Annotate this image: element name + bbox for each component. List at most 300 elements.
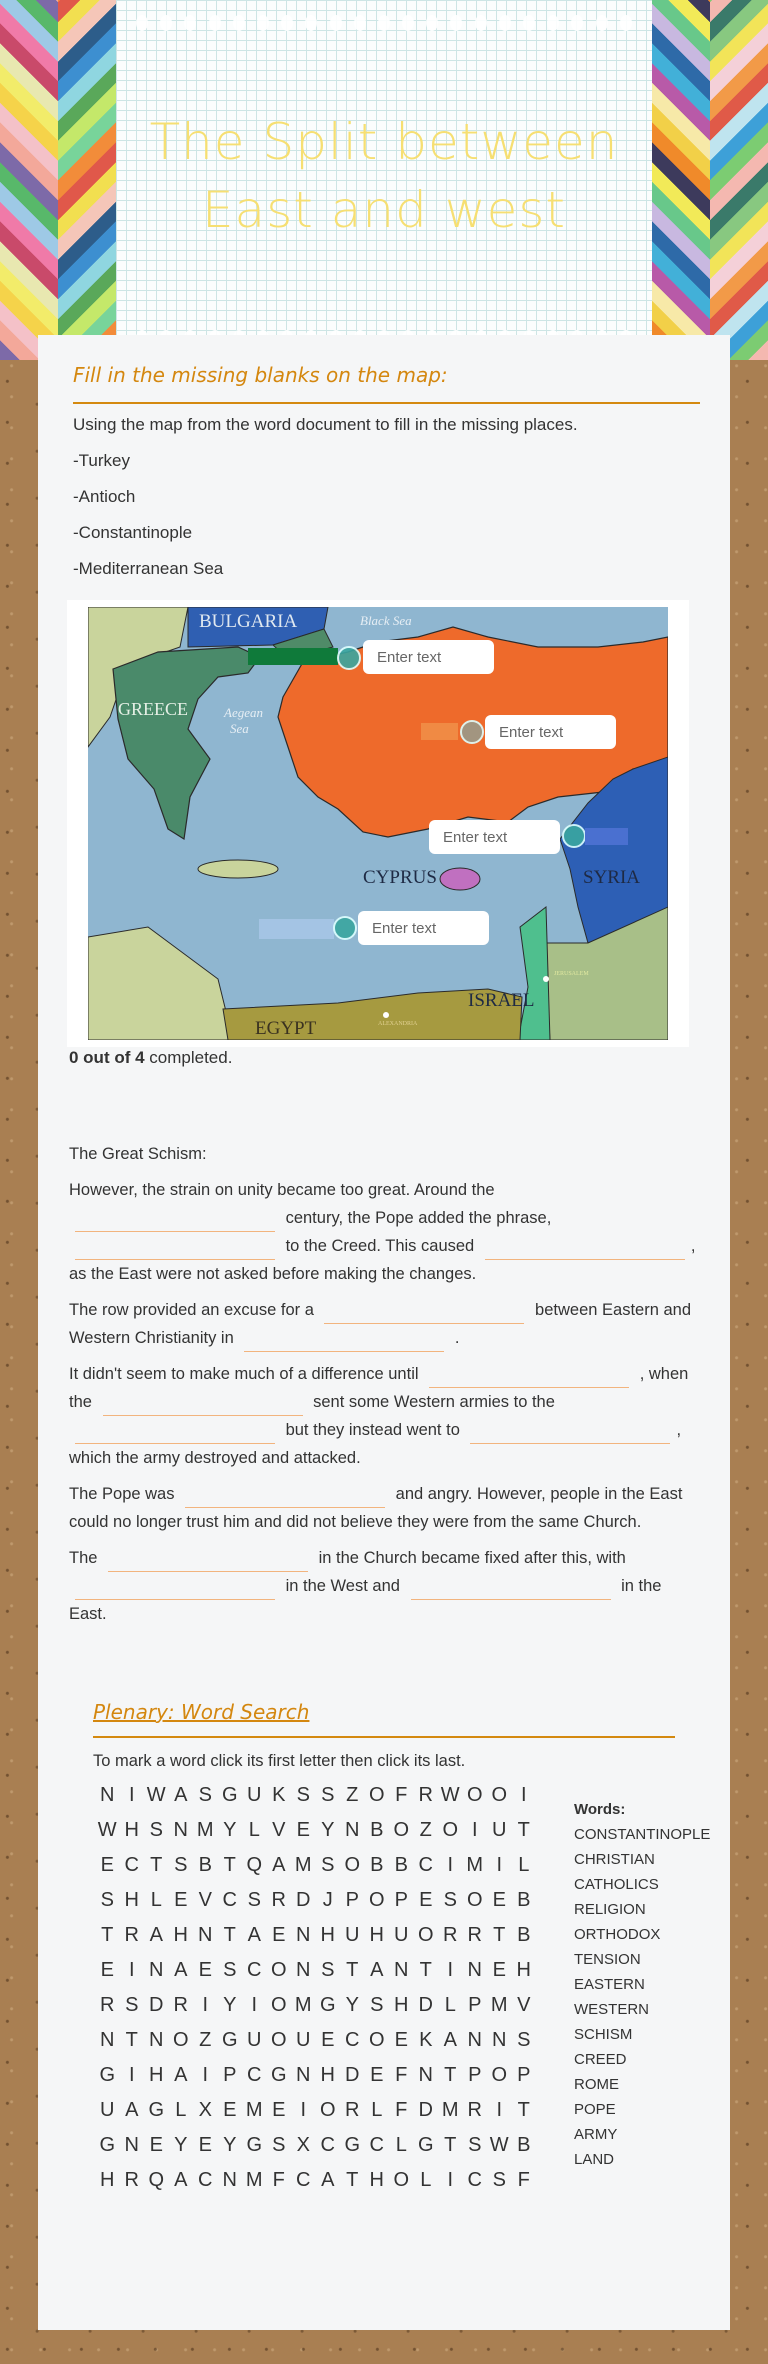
- letter-cell[interactable]: B: [517, 2133, 531, 2156]
- letter-cell[interactable]: W: [97, 1818, 117, 1841]
- blank-input[interactable]: [244, 1330, 444, 1352]
- letter-cell[interactable]: A: [174, 1783, 188, 1806]
- letter-cell[interactable]: E: [149, 2133, 163, 2156]
- letter-cell[interactable]: F: [395, 2063, 408, 2086]
- letter-cell[interactable]: V: [517, 1993, 531, 2016]
- letter-cell[interactable]: I: [447, 1958, 454, 1981]
- paper-hole: [402, 15, 414, 31]
- letter-cell[interactable]: O: [442, 1818, 459, 1841]
- letter-cell[interactable]: L: [420, 2168, 432, 2191]
- grid-row: [95, 2058, 536, 2093]
- label-greece: GREECE: [118, 699, 188, 719]
- letter-cell[interactable]: R: [467, 2098, 482, 2121]
- title-line-2: East and west: [201, 181, 567, 239]
- letter-cell[interactable]: O: [270, 1993, 287, 2016]
- chevron-pattern-right: [710, 0, 768, 360]
- cloze-paragraph: [69, 1296, 703, 1352]
- grid-paper: [116, 0, 652, 360]
- letter-cell[interactable]: O: [417, 1923, 434, 1946]
- letter-cell[interactable]: A: [174, 2168, 188, 2191]
- letter-cell[interactable]: L: [248, 1818, 260, 1841]
- letter-cell[interactable]: M: [196, 1818, 214, 1841]
- letter-cell[interactable]: O: [270, 2028, 287, 2051]
- letter-cell[interactable]: R: [124, 1923, 139, 1946]
- content-card: [38, 335, 730, 2330]
- letter-cell[interactable]: C: [247, 1958, 262, 1981]
- letter-cell[interactable]: R: [443, 1923, 458, 1946]
- letter-cell[interactable]: F: [395, 1783, 408, 1806]
- letter-cell[interactable]: M: [245, 2098, 263, 2121]
- letter-cell[interactable]: G: [270, 2063, 287, 2086]
- paper-hole: [257, 15, 269, 31]
- paper-holes-top: [136, 15, 632, 31]
- letter-cell[interactable]: N: [345, 1818, 360, 1841]
- letter-cell[interactable]: K: [272, 1783, 286, 1806]
- letter-cell[interactable]: W: [489, 2133, 509, 2156]
- letter-cell[interactable]: I: [202, 2063, 209, 2086]
- letter-cell[interactable]: A: [272, 1853, 286, 1876]
- blank-input[interactable]: [485, 1238, 685, 1260]
- letter-cell[interactable]: O: [368, 2028, 385, 2051]
- letter-cell[interactable]: N: [198, 1923, 213, 1946]
- letter-cell[interactable]: V: [272, 1818, 286, 1841]
- letter-cell[interactable]: S: [125, 1993, 139, 2016]
- letter-cell[interactable]: N: [222, 2168, 237, 2191]
- word-list: [574, 1798, 710, 2172]
- letter-cell[interactable]: O: [491, 1783, 508, 1806]
- letter-cell[interactable]: E: [492, 1958, 506, 1981]
- letter-cell[interactable]: Z: [419, 1818, 432, 1841]
- letter-cell[interactable]: O: [491, 2063, 508, 2086]
- label-jerusalem: JERUSALEM: [554, 971, 589, 977]
- letter-cell[interactable]: M: [294, 1853, 312, 1876]
- letter-cell[interactable]: M: [466, 1853, 484, 1876]
- letter-cell[interactable]: C: [247, 2063, 262, 2086]
- letter-cell[interactable]: S: [517, 2028, 531, 2051]
- letter-cell[interactable]: C: [222, 1888, 237, 1911]
- letter-cell[interactable]: O: [466, 1888, 483, 1911]
- paper-hole: [523, 15, 535, 31]
- cloze-paragraph: [69, 1480, 703, 1536]
- letter-cell[interactable]: E: [198, 1958, 212, 1981]
- label-aegean-sea: Sea: [230, 721, 249, 736]
- letter-cell[interactable]: R: [124, 2168, 139, 2191]
- letter-cell[interactable]: E: [100, 1958, 114, 1981]
- letter-cell[interactable]: M: [441, 2098, 459, 2121]
- letter-cell[interactable]: N: [394, 1958, 409, 1981]
- letter-cell[interactable]: W: [146, 1783, 166, 1806]
- letter-cell[interactable]: D: [296, 1888, 311, 1911]
- cloze-text: It didn't seem to make much of a difference until: [69, 1365, 424, 1383]
- letter-cell[interactable]: V: [198, 1888, 212, 1911]
- letter-cell[interactable]: H: [320, 1923, 335, 1946]
- letter-cell[interactable]: G: [319, 1993, 336, 2016]
- blank-input[interactable]: [75, 1210, 275, 1232]
- letter-cell[interactable]: U: [394, 1923, 409, 1946]
- letter-cell[interactable]: T: [517, 2098, 530, 2121]
- letter-cell[interactable]: H: [394, 1993, 409, 2016]
- letter-cell[interactable]: O: [270, 1958, 287, 1981]
- letter-cell[interactable]: E: [198, 2133, 212, 2156]
- letter-cell[interactable]: I: [447, 2168, 454, 2191]
- letter-cell[interactable]: A: [321, 2168, 335, 2191]
- letter-cell[interactable]: C: [345, 2028, 360, 2051]
- letter-cell[interactable]: U: [247, 1783, 262, 1806]
- letter-cell[interactable]: I: [251, 1993, 258, 2016]
- letter-cell[interactable]: D: [418, 1993, 433, 2016]
- letter-cell[interactable]: E: [223, 2098, 237, 2121]
- cloze-text: in the Church became fixed after this, with: [314, 1549, 626, 1567]
- letter-cell[interactable]: T: [150, 1853, 163, 1876]
- letter-cell[interactable]: A: [174, 2063, 188, 2086]
- paper-hole: [160, 15, 172, 31]
- page-title: [116, 108, 652, 244]
- letter-cell[interactable]: X: [198, 2098, 212, 2121]
- letter-cell[interactable]: H: [124, 1818, 139, 1841]
- letter-cell[interactable]: O: [368, 1783, 385, 1806]
- letter-cell[interactable]: N: [173, 1818, 188, 1841]
- letter-cell[interactable]: O: [172, 2028, 189, 2051]
- blank-input[interactable]: [324, 1302, 524, 1324]
- letter-cell[interactable]: E: [419, 1888, 433, 1911]
- blank-input[interactable]: [75, 1238, 275, 1260]
- letter-cell[interactable]: N: [418, 2063, 433, 2086]
- letter-cell[interactable]: B: [370, 1853, 384, 1876]
- letter-cell[interactable]: G: [417, 2133, 434, 2156]
- letter-cell[interactable]: S: [100, 1888, 114, 1911]
- grid-row: [95, 1953, 536, 1988]
- paper-hole: [450, 15, 462, 31]
- letter-cell[interactable]: R: [418, 1783, 433, 1806]
- letter-cell[interactable]: T: [444, 2133, 457, 2156]
- letter-cell[interactable]: S: [492, 2168, 506, 2191]
- letter-cell[interactable]: T: [101, 1923, 114, 1946]
- grid-row: [95, 1848, 536, 1883]
- paper-hole: [281, 15, 293, 31]
- letter-cell[interactable]: O: [319, 2098, 336, 2121]
- letter-cell[interactable]: D: [149, 1993, 164, 2016]
- letter-cell[interactable]: G: [246, 2133, 263, 2156]
- letter-cell[interactable]: K: [419, 2028, 433, 2051]
- letter-cell[interactable]: U: [100, 2098, 115, 2121]
- letter-cell[interactable]: O: [344, 1853, 361, 1876]
- letter-cell[interactable]: H: [173, 1923, 188, 1946]
- letter-cell[interactable]: A: [370, 1958, 384, 1981]
- cloze-text: , as the East were not asked before making the changes.: [69, 1237, 696, 1283]
- label-aegean: Aegean: [224, 705, 263, 720]
- letter-cell[interactable]: B: [517, 1923, 531, 1946]
- letter-cell[interactable]: R: [271, 1888, 286, 1911]
- word-list-item: SCHISM: [574, 2025, 633, 2043]
- letter-cell[interactable]: N: [100, 2028, 115, 2051]
- cloze-paragraph: [69, 1544, 703, 1628]
- letter-cell[interactable]: N: [296, 1958, 311, 1981]
- grid-row: [95, 2163, 536, 2198]
- blank-input[interactable]: [185, 1486, 385, 1508]
- letter-cell[interactable]: H: [516, 1958, 531, 1981]
- letter-cell[interactable]: B: [370, 1818, 384, 1841]
- letter-cell[interactable]: T: [444, 2063, 457, 2086]
- letter-cell[interactable]: C: [198, 2168, 213, 2191]
- letter-cell[interactable]: T: [125, 2028, 138, 2051]
- letter-cell[interactable]: P: [517, 2063, 531, 2086]
- letter-cell[interactable]: H: [100, 2168, 115, 2191]
- letter-cell[interactable]: S: [272, 2133, 286, 2156]
- blank-input[interactable]: [411, 1578, 611, 1600]
- letter-cell[interactable]: E: [394, 2028, 408, 2051]
- letter-cell[interactable]: U: [345, 1923, 360, 1946]
- cloze-text: However, the strain on unity became too great. Around the: [69, 1181, 495, 1199]
- paper-hole: [184, 15, 196, 31]
- letter-cell[interactable]: I: [128, 1958, 135, 1981]
- letter-cell[interactable]: T: [223, 1853, 236, 1876]
- blank-input[interactable]: [429, 1366, 629, 1388]
- letter-cell[interactable]: R: [467, 1923, 482, 1946]
- blank-input[interactable]: [108, 1550, 308, 1572]
- letter-cell[interactable]: I: [471, 1818, 478, 1841]
- letter-cell[interactable]: C: [369, 2133, 384, 2156]
- letter-cell[interactable]: T: [223, 1923, 236, 1946]
- letter-cell[interactable]: L: [175, 2098, 187, 2121]
- letter-cell[interactable]: W: [440, 1783, 460, 1806]
- letter-cell[interactable]: P: [468, 1993, 482, 2016]
- letter-cell[interactable]: F: [272, 2168, 285, 2191]
- letter-cell[interactable]: D: [345, 2063, 360, 2086]
- letter-cell[interactable]: Y: [223, 2133, 237, 2156]
- label-alexandria: ALEXANDRIA: [378, 1021, 418, 1027]
- divider: [93, 1736, 675, 1738]
- letter-cell[interactable]: N: [492, 2028, 507, 2051]
- letter-cell[interactable]: U: [296, 2028, 311, 2051]
- letter-cell[interactable]: S: [321, 1783, 335, 1806]
- letter-cell[interactable]: R: [100, 1993, 115, 2016]
- cloze-text: sent some Western armies to the: [308, 1393, 555, 1411]
- letter-cell[interactable]: P: [394, 1888, 408, 1911]
- letter-cell[interactable]: S: [468, 2133, 482, 2156]
- word-list-label: Words:: [574, 1800, 626, 1818]
- paper-hole: [354, 15, 366, 31]
- letter-cell[interactable]: E: [174, 1888, 188, 1911]
- letter-cell[interactable]: I: [447, 1853, 454, 1876]
- letter-cell[interactable]: I: [128, 2063, 135, 2086]
- letter-cell[interactable]: S: [198, 1783, 212, 1806]
- cloze-text: and angry. However, people in the East could no longer trust him and did not believe they were from the same Church.: [69, 1485, 683, 1531]
- letter-cell[interactable]: E: [272, 2098, 286, 2121]
- lower-content: [69, 335, 711, 2198]
- letter-cell[interactable]: A: [174, 1958, 188, 1981]
- grid-row: [95, 1883, 536, 1918]
- letter-cell[interactable]: Q: [148, 2168, 165, 2191]
- letter-cell[interactable]: N: [296, 2063, 311, 2086]
- letter-cell[interactable]: T: [419, 1958, 432, 1981]
- letter-cell[interactable]: H: [149, 2063, 164, 2086]
- letter-cell[interactable]: G: [148, 2098, 165, 2121]
- letter-cell[interactable]: B: [394, 1853, 408, 1876]
- letter-cell[interactable]: B: [198, 1853, 212, 1876]
- letter-cell[interactable]: C: [296, 2168, 311, 2191]
- letter-cell[interactable]: G: [99, 2133, 116, 2156]
- grid-row: [95, 2128, 536, 2163]
- word-list-item: LAND: [574, 2150, 615, 2168]
- paper-hole: [426, 15, 438, 31]
- letter-cell[interactable]: P: [345, 1888, 359, 1911]
- word-list-item: ARMY: [574, 2125, 618, 2143]
- letter-cell[interactable]: N: [467, 2028, 482, 2051]
- label-black-sea: Black Sea: [360, 613, 412, 628]
- letter-cell[interactable]: R: [173, 1993, 188, 2016]
- letter-cell[interactable]: G: [221, 1783, 238, 1806]
- word-search-grid[interactable]: [95, 1778, 536, 2198]
- letter-cell[interactable]: Y: [345, 1993, 359, 2016]
- paper-hole: [499, 15, 511, 31]
- paper-hole: [475, 15, 487, 31]
- chevron-pattern-left: [58, 0, 116, 360]
- letter-cell[interactable]: M: [294, 1993, 312, 2016]
- letter-cell[interactable]: I: [496, 2098, 503, 2121]
- grid-row: [95, 1813, 536, 1848]
- letter-cell[interactable]: Z: [199, 2028, 212, 2051]
- letter-cell[interactable]: O: [368, 1888, 385, 1911]
- letter-cell[interactable]: N: [149, 2028, 164, 2051]
- letter-cell[interactable]: R: [345, 2098, 360, 2121]
- progress-count: 0 out of 4: [69, 1048, 145, 1067]
- letter-cell[interactable]: P: [468, 2063, 482, 2086]
- letter-cell[interactable]: T: [346, 2168, 359, 2191]
- letter-cell[interactable]: H: [369, 2168, 384, 2191]
- option-turkey: -Turkey: [73, 451, 130, 470]
- letter-cell[interactable]: L: [371, 2098, 383, 2121]
- cloze-title: The Great Schism:: [69, 1145, 207, 1163]
- letter-cell[interactable]: H: [124, 1888, 139, 1911]
- word-list-item: EASTERN: [574, 1975, 645, 1993]
- letter-cell[interactable]: A: [443, 2028, 457, 2051]
- letter-cell[interactable]: U: [492, 1818, 507, 1841]
- letter-cell[interactable]: E: [272, 1923, 286, 1946]
- letter-cell[interactable]: N: [100, 1783, 115, 1806]
- letter-cell[interactable]: O: [466, 1783, 483, 1806]
- label-bulgaria: BULGARIA: [199, 611, 298, 632]
- letter-cell[interactable]: T: [493, 1923, 506, 1946]
- cloze-text: to the Creed. This caused: [281, 1237, 479, 1255]
- word-list-item: ORTHODOX: [574, 1925, 661, 1943]
- paper-hole: [620, 15, 632, 31]
- letter-cell[interactable]: T: [517, 1818, 530, 1841]
- letter-cell[interactable]: O: [393, 1818, 410, 1841]
- word-list-item: CONSTANTINOPLE: [574, 1825, 711, 1843]
- letter-cell[interactable]: C: [124, 1853, 139, 1876]
- letter-cell[interactable]: S: [370, 1993, 384, 2016]
- letter-cell[interactable]: Y: [321, 1818, 335, 1841]
- letter-cell[interactable]: S: [321, 1958, 335, 1981]
- letter-cell[interactable]: C: [320, 2133, 335, 2156]
- letter-cell[interactable]: G: [221, 2028, 238, 2051]
- letter-cell[interactable]: O: [393, 2168, 410, 2191]
- letter-cell[interactable]: I: [496, 1853, 503, 1876]
- letter-cell[interactable]: L: [395, 2133, 407, 2156]
- cloze-text: .: [450, 1329, 460, 1347]
- letter-cell[interactable]: E: [492, 1888, 506, 1911]
- letter-cell[interactable]: N: [149, 1958, 164, 1981]
- letter-cell[interactable]: B: [517, 1888, 531, 1911]
- letter-cell[interactable]: S: [223, 1958, 237, 1981]
- cloze-paragraph: [69, 1176, 703, 1288]
- letter-cell[interactable]: X: [296, 2133, 310, 2156]
- letter-cell[interactable]: H: [369, 1923, 384, 1946]
- letter-cell[interactable]: S: [321, 1853, 335, 1876]
- letter-cell[interactable]: E: [370, 2063, 384, 2086]
- letter-cell[interactable]: Q: [246, 1853, 263, 1876]
- blank-input[interactable]: [103, 1394, 303, 1416]
- letter-cell[interactable]: L: [150, 1888, 162, 1911]
- word-list-item: POPE: [574, 2100, 616, 2118]
- letter-cell[interactable]: E: [296, 1818, 310, 1841]
- letter-cell[interactable]: F: [395, 2098, 408, 2121]
- letter-cell[interactable]: J: [322, 1888, 333, 1911]
- letter-cell[interactable]: M: [245, 2168, 263, 2191]
- blank-input[interactable]: [75, 1578, 275, 1600]
- blank-input[interactable]: [75, 1422, 275, 1444]
- letter-cell[interactable]: N: [124, 2133, 139, 2156]
- letter-cell[interactable]: Z: [346, 1783, 359, 1806]
- letter-cell[interactable]: T: [346, 1958, 359, 1981]
- letter-cell[interactable]: S: [443, 1888, 457, 1911]
- letter-cell[interactable]: I: [520, 1783, 527, 1806]
- letter-cell[interactable]: U: [247, 2028, 262, 2051]
- blank-input[interactable]: [470, 1422, 670, 1444]
- letter-cell[interactable]: M: [490, 1993, 508, 2016]
- letter-cell[interactable]: S: [296, 1783, 310, 1806]
- letter-cell[interactable]: G: [344, 2133, 361, 2156]
- letter-cell[interactable]: A: [149, 1923, 163, 1946]
- letter-cell[interactable]: C: [467, 2168, 482, 2191]
- letter-cell[interactable]: I: [128, 1783, 135, 1806]
- letter-cell[interactable]: H: [320, 2063, 335, 2086]
- option-mediterranean: -Mediterranean Sea: [73, 559, 224, 578]
- cloze-text: in the East.: [69, 1577, 662, 1623]
- letter-cell[interactable]: L: [444, 1993, 456, 2016]
- letter-cell[interactable]: P: [223, 2063, 237, 2086]
- letter-cell[interactable]: S: [149, 1818, 163, 1841]
- paper-hole: [596, 15, 608, 31]
- letter-cell[interactable]: I: [202, 1993, 209, 2016]
- letter-cell[interactable]: L: [518, 1853, 530, 1876]
- letter-cell[interactable]: I: [300, 2098, 307, 2121]
- map-section-heading: Fill in the missing blanks on the map:: [73, 363, 448, 387]
- word-search-body: [93, 1778, 711, 2198]
- letter-cell[interactable]: N: [467, 1958, 482, 1981]
- letter-cell[interactable]: D: [418, 2098, 433, 2121]
- label-egypt: EGYPT: [255, 1018, 317, 1039]
- letter-cell[interactable]: A: [125, 2098, 139, 2121]
- option-antioch: -Antioch: [73, 487, 136, 506]
- letter-cell[interactable]: S: [247, 1888, 261, 1911]
- letter-cell[interactable]: F: [517, 2168, 530, 2191]
- letter-cell[interactable]: Y: [174, 2133, 188, 2156]
- letter-cell[interactable]: E: [100, 1853, 114, 1876]
- fill-in-blanks-exercise: [69, 1140, 703, 1628]
- letter-cell[interactable]: A: [247, 1923, 261, 1946]
- grid-row: [95, 1778, 536, 1813]
- letter-cell[interactable]: N: [296, 1923, 311, 1946]
- cloze-text: between Eastern and Western Christianity in: [69, 1301, 691, 1347]
- letter-cell[interactable]: C: [418, 1853, 433, 1876]
- letter-cell[interactable]: E: [321, 2028, 335, 2051]
- letter-cell[interactable]: Y: [223, 1993, 237, 2016]
- letter-cell[interactable]: G: [99, 2063, 116, 2086]
- letter-cell[interactable]: Y: [223, 1818, 237, 1841]
- cloze-paragraph: [69, 1360, 703, 1472]
- letter-cell[interactable]: S: [174, 1853, 188, 1876]
